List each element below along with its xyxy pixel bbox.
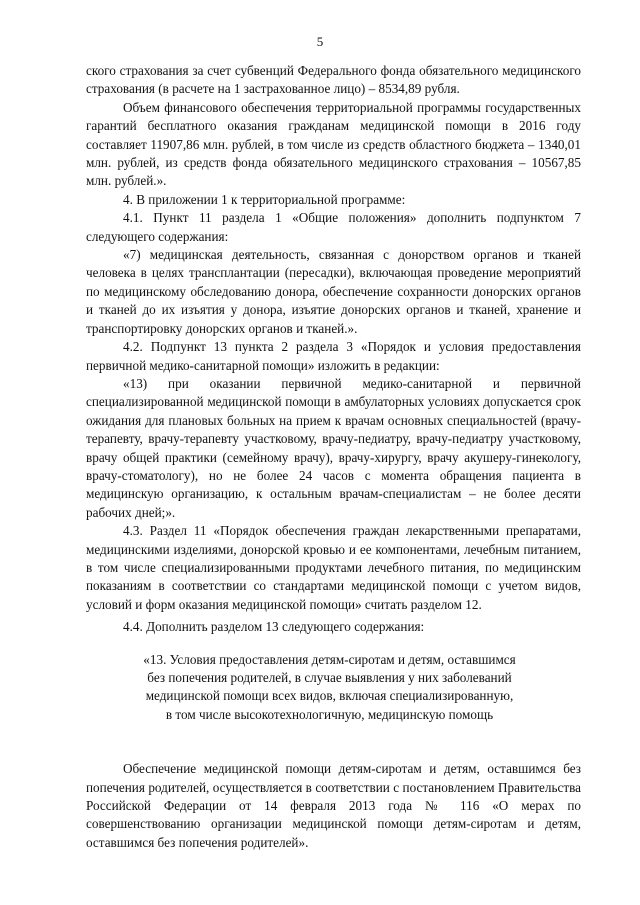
section-heading-line: без попечения родителей, в случае выявления у них заболеваний xyxy=(147,670,512,685)
paragraph-item-4-2: 4.2. Подпункт 13 пункта 2 раздела 3 «Порядок и условия предоставления первичной медико-санитарной помощи» изложить в редакции: xyxy=(86,339,581,373)
paragraph-continuation: ского страхования за счет субвенций Федерального фонда обязательного медицинского страхования (в расчете на 1 застрахованное лицо) – 8534,89 рубля. xyxy=(86,63,581,97)
paragraph-quote-7: «7) медицинская деятельность, связанная с донорством органов и тканей человека в целях трансплантации (пересадки), включающая проведение мероприятий по медицинскому обследованию донора, обеспечение сохранности донорских органов и тканей до их изъятия у донора, изъятие донорских органов и тканей, хранение и транспортировку донорских органов и тканей.». xyxy=(86,247,581,336)
section-heading-line: «13. Условия предоставления детям-сиротам и детям, оставшимся xyxy=(143,651,516,667)
paragraph-financing: Объем финансового обеспечения территориальной программы государственных гарантий бесплатного оказания гражданам медицинской помощи в 2016 году составляет 11907,86 млн. рублей, в том числе из средств областного бюджета – 1340,01 млн. рублей, из средств фонда обязательного медицинского страхования – 10567,85 млн. рублей.». xyxy=(86,99,581,189)
paragraph-item-4: 4. В приложении 1 к территориальной программе: xyxy=(123,191,406,207)
paragraph-item-4-1: 4.1. Пункт 11 раздела 1 «Общие положения» дополнить подпунктом 7 следующего содержания: xyxy=(86,210,581,244)
paragraph-item-4-3: 4.3. Раздел 11 «Порядок обеспечения граждан лекарственными препаратами, медицинскими изделиями, донорской кровью и ее компонентами, лечебным питанием, в том числе специализированными продуктами лечебного питания, по медицинским показаниям в соответствии со стандартами медицинской помощи с учетом видов, условий и форм оказания медицинской помощи» считать разделом 12. xyxy=(86,523,581,612)
document-body xyxy=(86,62,581,852)
paragraph-closing: Обеспечение медицинской помощи детям-сиротам и детям, оставшимся без попечения родителей, осуществляется в соответствии с постановлением Правительства Российской Федерации от 14 февраля 2013 года № 116 «О мерах по совершенствованию организации медицинской помощи детям-сиротам и детям, оставшимся без попечения родителей». xyxy=(86,761,581,850)
section-13-heading xyxy=(86,651,581,725)
paragraph-quote-13: «13) при оказании первичной медико-санитарной и первичной специализированной медицинской помощи в амбулаторных условиях допускается срок ожидания для плановых больных на прием к врачам основных специальностей (врачу-терапевту, врачу-терапевту участковому, врачу-педиатру, врачу-педиатру участковому, врачу общей практики (семейному врачу), врачу-хирургу, врачу акушеру-гинекологу, врачу-стоматологу), но не более 24 часов с момента обращения пациента в медицинскую организацию, к остальным врачам-специалистам – не более десяти рабочих дней;». xyxy=(86,375,581,520)
paragraph-item-4-4: 4.4. Дополнить разделом 13 следующего содержания: xyxy=(123,619,425,635)
section-heading-line: медицинской помощи всех видов, включая специализированную, xyxy=(145,688,514,704)
page-number: 5 xyxy=(316,34,324,49)
section-heading-line: в том числе высокотехнологичную, медицинскую помощь xyxy=(165,706,494,722)
